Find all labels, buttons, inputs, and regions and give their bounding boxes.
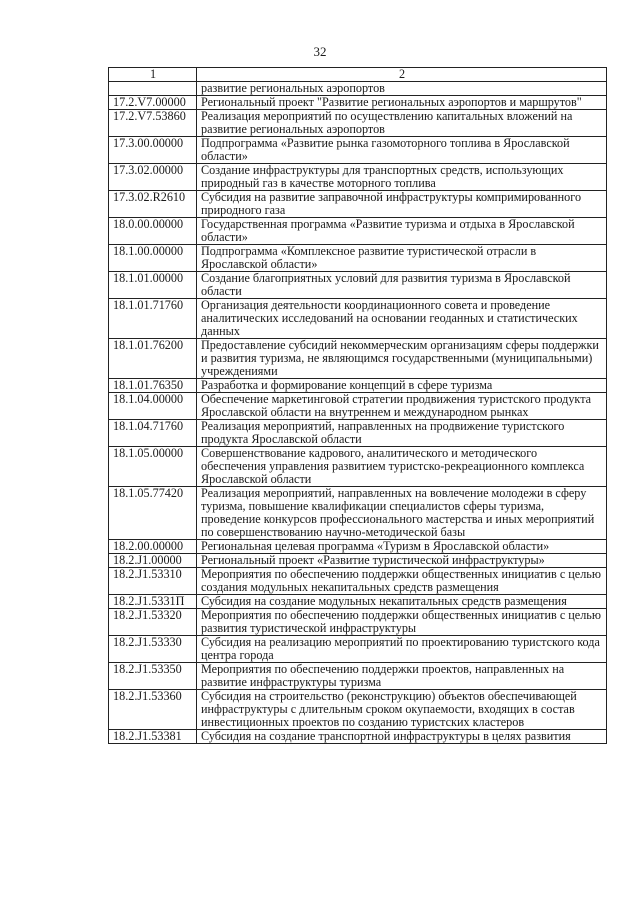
header-column-2: 2 (197, 68, 607, 82)
page-number: 32 (313, 44, 327, 59)
row-name: Региональный проект «Развитие туристической инфраструктуры» (197, 554, 607, 568)
table-row (109, 137, 607, 164)
row-code: 18.2.J1.00000 (109, 554, 197, 568)
row-name: Реализация мероприятий, направленных на вовлечение молодежи в сферу туризма, повышение квалификации специалистов сферы туризма, проведение конкурсов профессионального мастерства и иных мероприятий по совершенствованию научно-методической базы (197, 487, 607, 540)
row-name: Государственная программа «Развитие туризма и отдыха в Ярославской области» (197, 218, 607, 245)
table-body (109, 82, 607, 744)
row-name: Подпрограмма «Комплексное развитие туристической отрасли в Ярославской области» (197, 245, 607, 272)
table-row (109, 339, 607, 379)
table-row (109, 636, 607, 663)
row-name: Создание благоприятных условий для развития туризма в Ярославской области (197, 272, 607, 299)
row-name: Субсидия на создание транспортной инфраструктуры в целях развития (197, 730, 607, 744)
table-row (109, 554, 607, 568)
table-row (109, 82, 607, 96)
row-code: 17.2.V7.00000 (109, 96, 197, 110)
row-name: Мероприятия по обеспечению поддержки проектов, направленных на развитие инфраструктуры туризма (197, 663, 607, 690)
row-code: 18.2.J1.53320 (109, 609, 197, 636)
row-name: Организация деятельности координационного совета и проведение аналитических исследований на основании геоданных и статистических данных (197, 299, 607, 339)
row-code: 18.1.01.76200 (109, 339, 197, 379)
row-code: 17.3.02.00000 (109, 164, 197, 191)
row-code: 18.1.04.00000 (109, 393, 197, 420)
row-code: 18.2.J1.53381 (109, 730, 197, 744)
row-code: 18.1.01.76350 (109, 379, 197, 393)
row-name: Реализация мероприятий, направленных на продвижение туристского продукта Ярославской области (197, 420, 607, 447)
row-name: Региональный проект "Развитие региональных аэропортов и маршрутов" (197, 96, 607, 110)
row-name: развитие региональных аэропортов (197, 82, 607, 96)
table-row (109, 191, 607, 218)
row-code: 18.1.04.71760 (109, 420, 197, 447)
row-code: 18.1.01.71760 (109, 299, 197, 339)
row-code: 18.2.J1.5331П (109, 595, 197, 609)
table-row (109, 272, 607, 299)
row-code: 18.1.05.00000 (109, 447, 197, 487)
row-name: Предоставление субсидий некоммерческим организациям сферы поддержки и развития туризма, не являющимся государственными (муниципальными) учреждениями (197, 339, 607, 379)
table-row (109, 299, 607, 339)
table-row (109, 663, 607, 690)
table-row (109, 420, 607, 447)
table-row (109, 218, 607, 245)
row-code (109, 82, 197, 96)
table-row (109, 110, 607, 137)
row-code: 17.3.02.R2610 (109, 191, 197, 218)
row-name: Субсидия на строительство (реконструкцию) объектов обеспечивающей инфраструктуры с длительным сроком окупаемости, входящих в состав инвестиционных проектов по созданию туристских кластеров (197, 690, 607, 730)
table-row (109, 393, 607, 420)
table-row (109, 609, 607, 636)
table-row (109, 690, 607, 730)
row-name: Разработка и формирование концепций в сфере туризма (197, 379, 607, 393)
row-name: Субсидия на реализацию мероприятий по проектированию туристского кода центра города (197, 636, 607, 663)
table-row (109, 245, 607, 272)
row-name: Мероприятия по обеспечению поддержки общественных инициатив с целью развития туристической инфраструктуры (197, 609, 607, 636)
row-name: Совершенствование кадрового, аналитического и методического обеспечения управления развитием туристско-рекреационного комплекса Ярославской области (197, 447, 607, 487)
header-column-1: 1 (109, 68, 197, 82)
row-name: Реализация мероприятий по осуществлению капитальных вложений на развитие региональных аэропортов (197, 110, 607, 137)
row-name: Региональная целевая программа «Туризм в Ярославской области» (197, 540, 607, 554)
row-name: Обеспечение маркетинговой стратегии продвижения туристского продукта Ярославской области на внутреннем и международном рынках (197, 393, 607, 420)
table-row (109, 96, 607, 110)
table-row (109, 595, 607, 609)
row-name: Мероприятия по обеспечению поддержки общественных инициатив с целью создания модульных некапитальных средств размещения (197, 568, 607, 595)
row-code: 18.1.00.00000 (109, 245, 197, 272)
row-name: Создание инфраструктуры для транспортных средств, использующих природный газ в качестве моторного топлива (197, 164, 607, 191)
row-code: 18.1.05.77420 (109, 487, 197, 540)
table-row (109, 540, 607, 554)
table-row (109, 568, 607, 595)
budget-classification-table (108, 67, 607, 744)
row-code: 17.2.V7.53860 (109, 110, 197, 137)
table-row (109, 487, 607, 540)
table-row (109, 447, 607, 487)
row-code: 18.2.00.00000 (109, 540, 197, 554)
row-code: 18.2.J1.53310 (109, 568, 197, 595)
table-row (109, 164, 607, 191)
row-code: 18.2.J1.53360 (109, 690, 197, 730)
row-code: 18.2.J1.53330 (109, 636, 197, 663)
row-code: 18.2.J1.53350 (109, 663, 197, 690)
row-code: 18.0.00.00000 (109, 218, 197, 245)
row-code: 18.1.01.00000 (109, 272, 197, 299)
table-row (109, 730, 607, 744)
table-header-row (109, 68, 607, 82)
row-code: 17.3.00.00000 (109, 137, 197, 164)
table-row (109, 379, 607, 393)
row-name: Субсидия на создание модульных некапитальных средств размещения (197, 595, 607, 609)
row-name: Подпрограмма «Развитие рынка газомоторного топлива в Ярославской области» (197, 137, 607, 164)
row-name: Субсидия на развитие заправочной инфраструктуры компримированного природного газа (197, 191, 607, 218)
